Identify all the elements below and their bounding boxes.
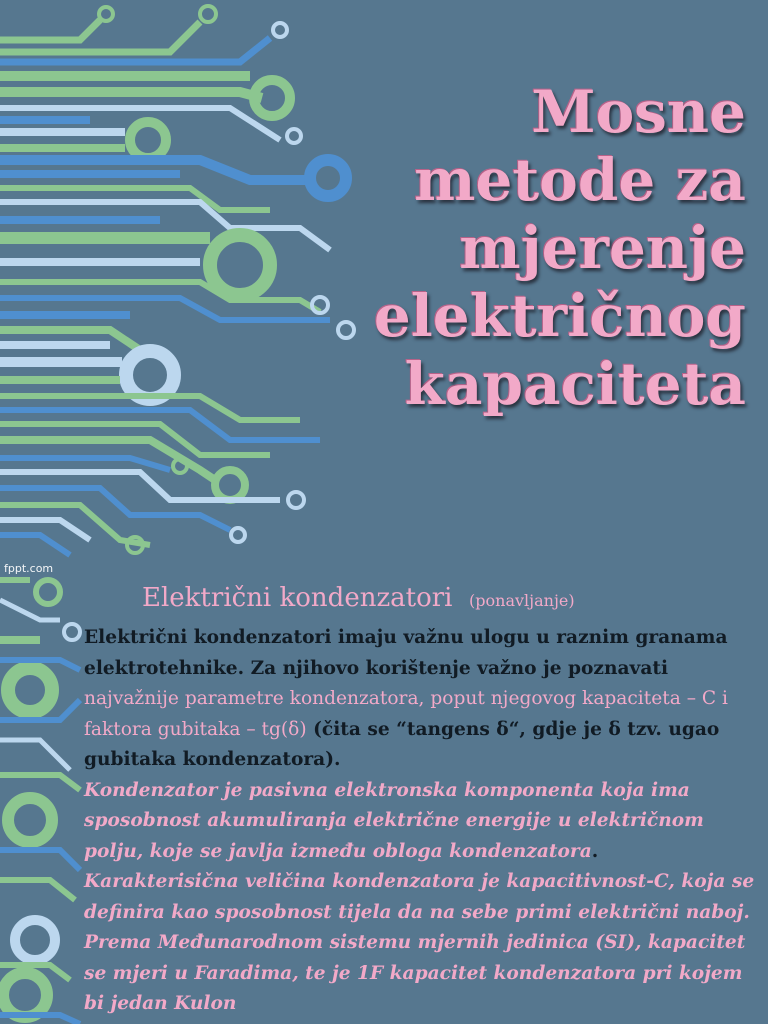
content-area bbox=[84, 582, 764, 1020]
paragraph-highlight: najvažnije parametre kondenzatora, poput njegovog kapaciteta – C i faktora gubitaka – tg(δ) bbox=[84, 688, 728, 740]
body-paragraph bbox=[84, 623, 764, 1020]
section-heading-main: Električni kondenzatori bbox=[142, 583, 453, 613]
watermark: fppt.com bbox=[4, 562, 54, 575]
section-heading bbox=[142, 582, 764, 617]
paragraph-definition: Kondenzator je pasivna elektronska komponenta koja ima sposobnost akumuliranja električne energije u električnom polju, koje se javlja između obloga kondenzatora bbox=[84, 779, 704, 862]
section-heading-sub: (ponavljanje) bbox=[469, 591, 575, 610]
paragraph-capacitance: Karakterisična veličina kondenzatora je kapacitivnost-C, koja se definira kao sposobnost tijela da na sebe primi električni naboj. Prema Međunarodnom sistemu mjernih jedinica (SI), kapacitet se mjeri u Faradima, te je 1F kapacitet kondenzatora pri kojem bi jedan Kulon bbox=[84, 871, 755, 1014]
paragraph-intro: Električni kondenzatori imaju važnu ulogu u raznim granama elektrotehnike. Za njihovo korištenje važno je poznavati bbox=[84, 627, 728, 679]
paragraph-definition-end: . bbox=[591, 840, 599, 862]
paragraph-intro-end: (čita se “tangens δ“, gdje je δ tzv. ugao gubitaka kondenzatora). bbox=[84, 718, 720, 770]
slide-title: Mosne metode za mjerenje električnog kapaciteta bbox=[373, 78, 746, 418]
